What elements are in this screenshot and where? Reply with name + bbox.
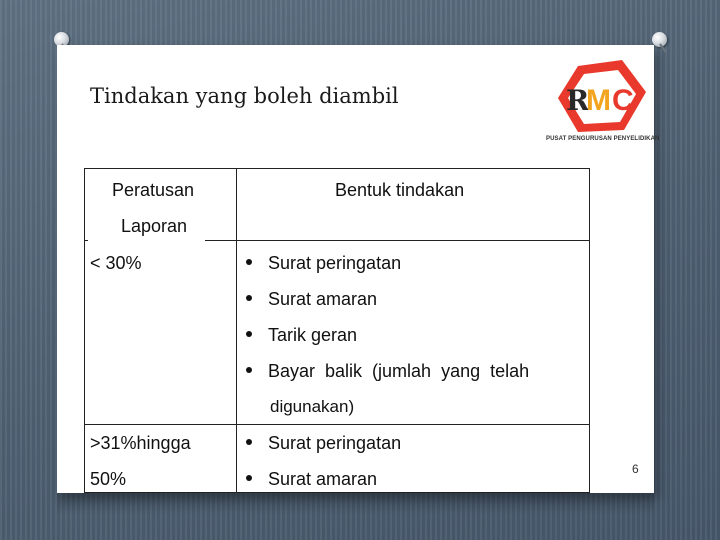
action-text: Surat amaran <box>268 469 378 489</box>
bullet-icon <box>246 259 252 265</box>
row2-action-2 <box>246 469 377 490</box>
logo-letter-r: R <box>566 84 590 117</box>
action-text: Bayar balik (jumlah yang telah <box>268 361 530 381</box>
bullet-icon <box>246 439 252 445</box>
action-text: Tarik geran <box>268 325 358 345</box>
header-left-line1: Peratusan <box>112 180 195 200</box>
bullet-icon <box>246 367 252 373</box>
header-divider-right <box>205 240 590 241</box>
row1-range: < 30% <box>90 253 142 273</box>
row-divider <box>84 424 590 425</box>
header-divider-left <box>84 240 88 241</box>
row1-action-3 <box>246 325 357 346</box>
row1-action-4-continuation: digunakan) <box>270 397 355 416</box>
table-right-border <box>589 168 590 493</box>
table-bottom-border <box>84 492 590 493</box>
pushpin-right-icon <box>652 32 667 47</box>
action-text: Surat peringatan <box>268 433 402 453</box>
header-left-line2: Laporan <box>121 216 188 236</box>
logo-caption: PUSAT PENGURUSAN PENYELIDIKAN <box>546 136 660 142</box>
paper-shadow <box>57 493 654 515</box>
slide-title: Tindakan yang boleh diambil <box>90 84 399 108</box>
logo-letter-m: M <box>586 84 611 117</box>
action-text: Surat amaran <box>268 289 378 309</box>
row1-action-4 <box>246 361 529 382</box>
header-right: Bentuk tindakan <box>335 180 465 200</box>
action-text: Surat peringatan <box>268 253 402 273</box>
bullet-icon <box>246 331 252 337</box>
row2-action-1 <box>246 433 401 454</box>
rmc-logo <box>540 52 660 147</box>
table-column-divider <box>236 168 237 493</box>
row1-action-1 <box>246 253 401 274</box>
table-left-border <box>84 168 85 493</box>
row2-range-line2: 50% <box>90 469 127 489</box>
bullet-icon <box>246 295 252 301</box>
row2-range-line1: >31%hingga <box>90 433 191 453</box>
row1-action-2 <box>246 289 377 310</box>
bullet-icon <box>246 475 252 481</box>
logo-letter-c: C <box>612 84 634 117</box>
table-top-border <box>84 168 590 169</box>
page-number: 6 <box>632 462 639 476</box>
